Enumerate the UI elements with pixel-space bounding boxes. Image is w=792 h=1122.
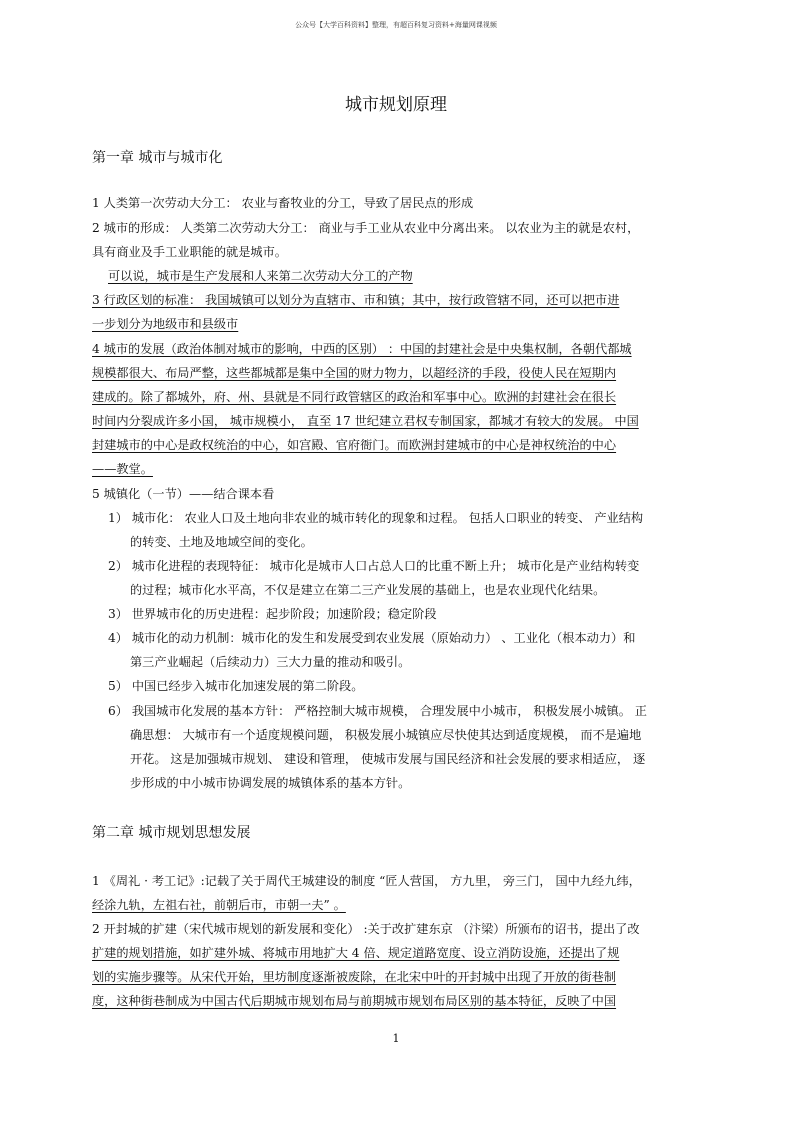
text-line: 的转变、土地及地域空间的变化。 (130, 535, 313, 549)
text-line: 4） 城市化的动力机制：城市化的发生和发展受到农业发展（原始动力） 、工业化（根本动力）和 (108, 631, 636, 645)
chapter-2-heading: 第二章 城市规划思想发展 (92, 825, 251, 841)
text-line: 时间内分裂成许多小国， 城市规模小， 直至 17 世纪建立君权专制国家，都城才有较大的发展。 中国 (92, 414, 639, 428)
page-number: 1 (392, 1032, 400, 1045)
text-line: 2 开封城的扩建（宋代城市规划的新发展和变化） :关于改扩建东京 （汴梁）所颁布的诏书，提出了改 (92, 922, 640, 936)
text-line: 5） 中国已经步入城市化加速发展的第二阶段。 (108, 679, 364, 693)
text-line: 经涂九轨，左祖右社，前朝后市，市朝一夫” 。 (92, 898, 346, 912)
text-line: 确思想： 大城市有一个适度规模问题， 积极发展小城镇应尽快使其达到适度规模， 而不是遍地 (130, 728, 642, 742)
text-line: 度，这种街巷制成为中国古代后期城市规划布局与前期城市规划布局区别的基本特征，反映了中国 (92, 994, 617, 1008)
text-line: 第三产业崛起（后续动力）三大力量的推动和吸引。 (130, 655, 411, 669)
text-line: 3） 世界城市化的历史进程：起步阶段；加速阶段；稳定阶段 (108, 607, 437, 621)
text-line: 的过程；城市化水平高，不仅是建立在第二三产业发展的基础上，也是农业现代化结果。 (130, 583, 606, 597)
text-line: 1） 城市化： 农业人口及土地向非农业的城市转化的现象和过程。 包括人口职业的转变、 产业结构 (108, 511, 644, 525)
text-line: 3 行政区划的标准： 我国城镇可以划分为直辖市、市和镇；其中，按行政管辖不同，还可以把市进 (92, 293, 620, 307)
text-line: 封建城市的中心是政权统治的中心，如宫殿、官府衙门。而欧洲封建城市的中心是神权统治的中心 (92, 438, 617, 452)
text-line: 扩建的规划措施，如扩建外城、将城市用地扩大 4 倍、规定道路宽度、设立消防设施，还提出了规 (92, 946, 620, 960)
document-title: 城市规划原理 (345, 95, 447, 115)
text-line: ——教堂。 (92, 462, 153, 476)
text-line: 建成的。除了都城外，府、州、县就是不同行政管辖区的政治和军事中心。欧洲的封建社会在很长 (92, 390, 617, 404)
text-line: 具有商业及手工业职能的就是城市。 (92, 245, 287, 259)
text-line: 6） 我国城市化发展的基本方针： 严格控制大城市规模， 合理发展中小城市， 积极发展小城镇。 正 (108, 704, 647, 718)
text-line: 规模都很大、布局严整，这些都城都是集中全国的财力物力，以超经济的手段，役使人民在短期内 (92, 366, 617, 380)
text-line: 可以说，城市是生产发展和人来第二次劳动大分工的产物 (108, 269, 413, 283)
page-header: 公众号【大学百科资料】整理，有超百科复习资料+海量网课视频 (295, 21, 497, 29)
text-line: 4 城市的发展（政治体制对城市的影响，中西的区别） ：中国的封建社会是中央集权制，各朝代都城 (92, 342, 632, 356)
text-line: 5 城镇化（一节）——结合课本看 (92, 487, 275, 501)
text-line: 一步划分为地级市和县级市 (92, 317, 239, 331)
text-line: 步形成的中小城市协调发展的城镇体系的基本方针。 (130, 776, 411, 790)
text-line: 2） 城市化进程的表现特征： 城市化是城市人口占总人口的比重不断上升； 城市化是产业结构转变 (108, 559, 640, 573)
chapter-1-heading: 第一章 城市与城市化 (92, 150, 223, 166)
text-line: 1 人类第一次劳动大分工： 农业与畜牧业的分工，导致了居民点的形成 (92, 196, 474, 210)
text-line: 开花。 这是加强城市规划、 建设和管理， 使城市发展与国民经济和社会发展的要求相适应， 逐 (130, 752, 646, 766)
text-line: 2 城市的形成： 人类第二次劳动大分工： 商业与手工业从农业中分离出来。 以农业为主的就是农村， (92, 221, 640, 235)
text-line: 1 《周礼 · 考工记》:记载了关于周代王城建设的制度 “匠人营国， 方九里， 旁三门， 国中九经九纬， (92, 874, 641, 888)
text-line: 划的实施步骤等。从宋代开始，里坊制度逐渐被废除，在北宋中叶的开封城中出现了开放的街巷制 (92, 970, 617, 984)
